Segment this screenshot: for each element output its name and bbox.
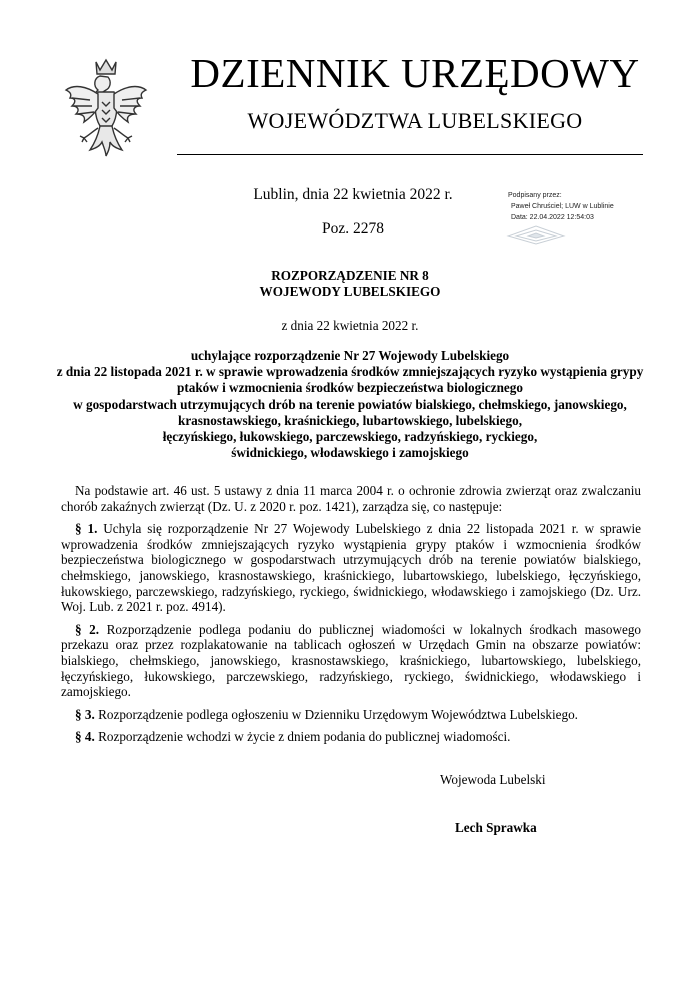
paragraph-4 [61, 729, 641, 745]
paragraph-text: Rozporządzenie podlega podaniu do publicznej wiadomości w lokalnych środkach masowego przekazu oraz przez rozplakatowanie na tablicach ogłoszeń w Urzędach Gmin na obszarze powiatów: bialskiego, chełmskiego, janowskiego, krasnostawskiego, kraśnickiego, lubartowskiego, lubelskiego, łęczyńskiego, łukowskiego, parczewskiego, radzyńskiego, ryckiego, świdnickiego, włodawskiego i zamojskiego. [61, 621, 642, 700]
polish-eagle-emblem-icon [60, 56, 152, 162]
paragraph-label: § 3. [75, 706, 95, 722]
paragraph-1 [61, 521, 641, 615]
signature-date: Data: 22.04.2022 12:54:03 [511, 214, 594, 221]
subject-line: świdnickiego, włodawskiego i zamojskiego [231, 445, 469, 461]
digital-signature-info [508, 190, 614, 223]
digital-signature-stamp-icon [506, 222, 566, 246]
paragraph-3 [61, 707, 641, 723]
journal-subtitle: WOJEWÓDZTWA LUBELSKIEGO [247, 108, 583, 133]
regulation-title-line2: WOJEWODY LUBELSKIEGO [259, 284, 441, 299]
header-divider [177, 154, 643, 155]
paragraph-text: Rozporządzenie podlega ogłoszeniu w Dzienniku Urzędowym Województwa Lubelskiego. [98, 706, 578, 722]
signatory-name: Lech Sprawka [455, 820, 537, 835]
subject-line: uchylające rozporządzenie Nr 27 Wojewody Lubelskiego [190, 348, 510, 363]
regulation-title [100, 268, 600, 300]
preamble: Na podstawie art. 46 ust. 5 ustawy z dnia 11 marca 2004 r. o ochronie zdrowia zwierząt oraz zwalczaniu chorób zakaźnych zwierząt (Dz. U. z 2020 r. poz. 1421), zarządza się, co następuje: [61, 483, 641, 514]
paragraph-text: Uchyla się rozporządzenie Nr 27 Wojewody Lubelskiego z dnia 22 listopada 2021 r. w sprawie wprowadzenia środków zmniejszających ryzyko wystąpienia grypy ptaków i wzmocnienia środków bezpieczeństwa biologicznego w gospodarstwach utrzymujących drób na terenie powiatów bialskiego, chełmskiego, janowskiego, krasnostawskiego, kraśnickiego, lubartowskiego, lubelskiego, łęczyńskiego, łukowskiego, parczewskiego, radzyńskiego, ryckiego, świdnickiego, włodawskiego i zamojskiego (Dz. Urz. Woj. Lub. z 2021 r. poz. 4914). [61, 521, 642, 615]
paragraph-2 [61, 622, 641, 700]
subject-line: w gospodarstwach utrzymujących drób na terenie powiatów bialskiego, chełmskiego, janowskiego, [73, 396, 627, 412]
subject-line: ptaków i wzmocnienia środków bezpieczeństwa biologicznego [177, 380, 523, 396]
subject-line: łęczyńskiego, łukowskiego, parczewskiego, radzyńskiego, ryckiego, [162, 429, 538, 445]
signatory-role: Wojewoda Lubelski [440, 772, 546, 787]
subject-line: z dnia 22 listopada 2021 r. w sprawie wprowadzenia środków zmniejszających ryzyko wystąpienia grypy [56, 364, 644, 380]
regulation-title-line1: ROZPORZĄDZENIE NR 8 [271, 268, 429, 283]
paragraph-label: § 4. [75, 729, 95, 745]
regulation-date: z dnia 22 kwietnia 2022 r. [281, 318, 419, 333]
position-number: Poz. 2278 [322, 220, 384, 237]
place-and-date: Lublin, dnia 22 kwietnia 2022 r. [253, 186, 453, 203]
paragraph-label: § 2. [75, 621, 100, 637]
paragraph-text: Rozporządzenie wchodzi w życie z dniem podania do publicznej wiadomości. [98, 729, 511, 745]
paragraph-label: § 1. [75, 521, 98, 537]
subject-line: krasnostawskiego, kraśnickiego, lubartowskiego, lubelskiego, [177, 412, 522, 428]
regulation-subject [50, 348, 650, 461]
journal-title: DZIENNIK URZĘDOWY [190, 50, 640, 96]
signed-by-label: Podpisany przez: [508, 192, 562, 199]
regulation-body [61, 483, 641, 752]
signer-name: Paweł Chruściel; LUW w Lublinie [511, 203, 614, 210]
